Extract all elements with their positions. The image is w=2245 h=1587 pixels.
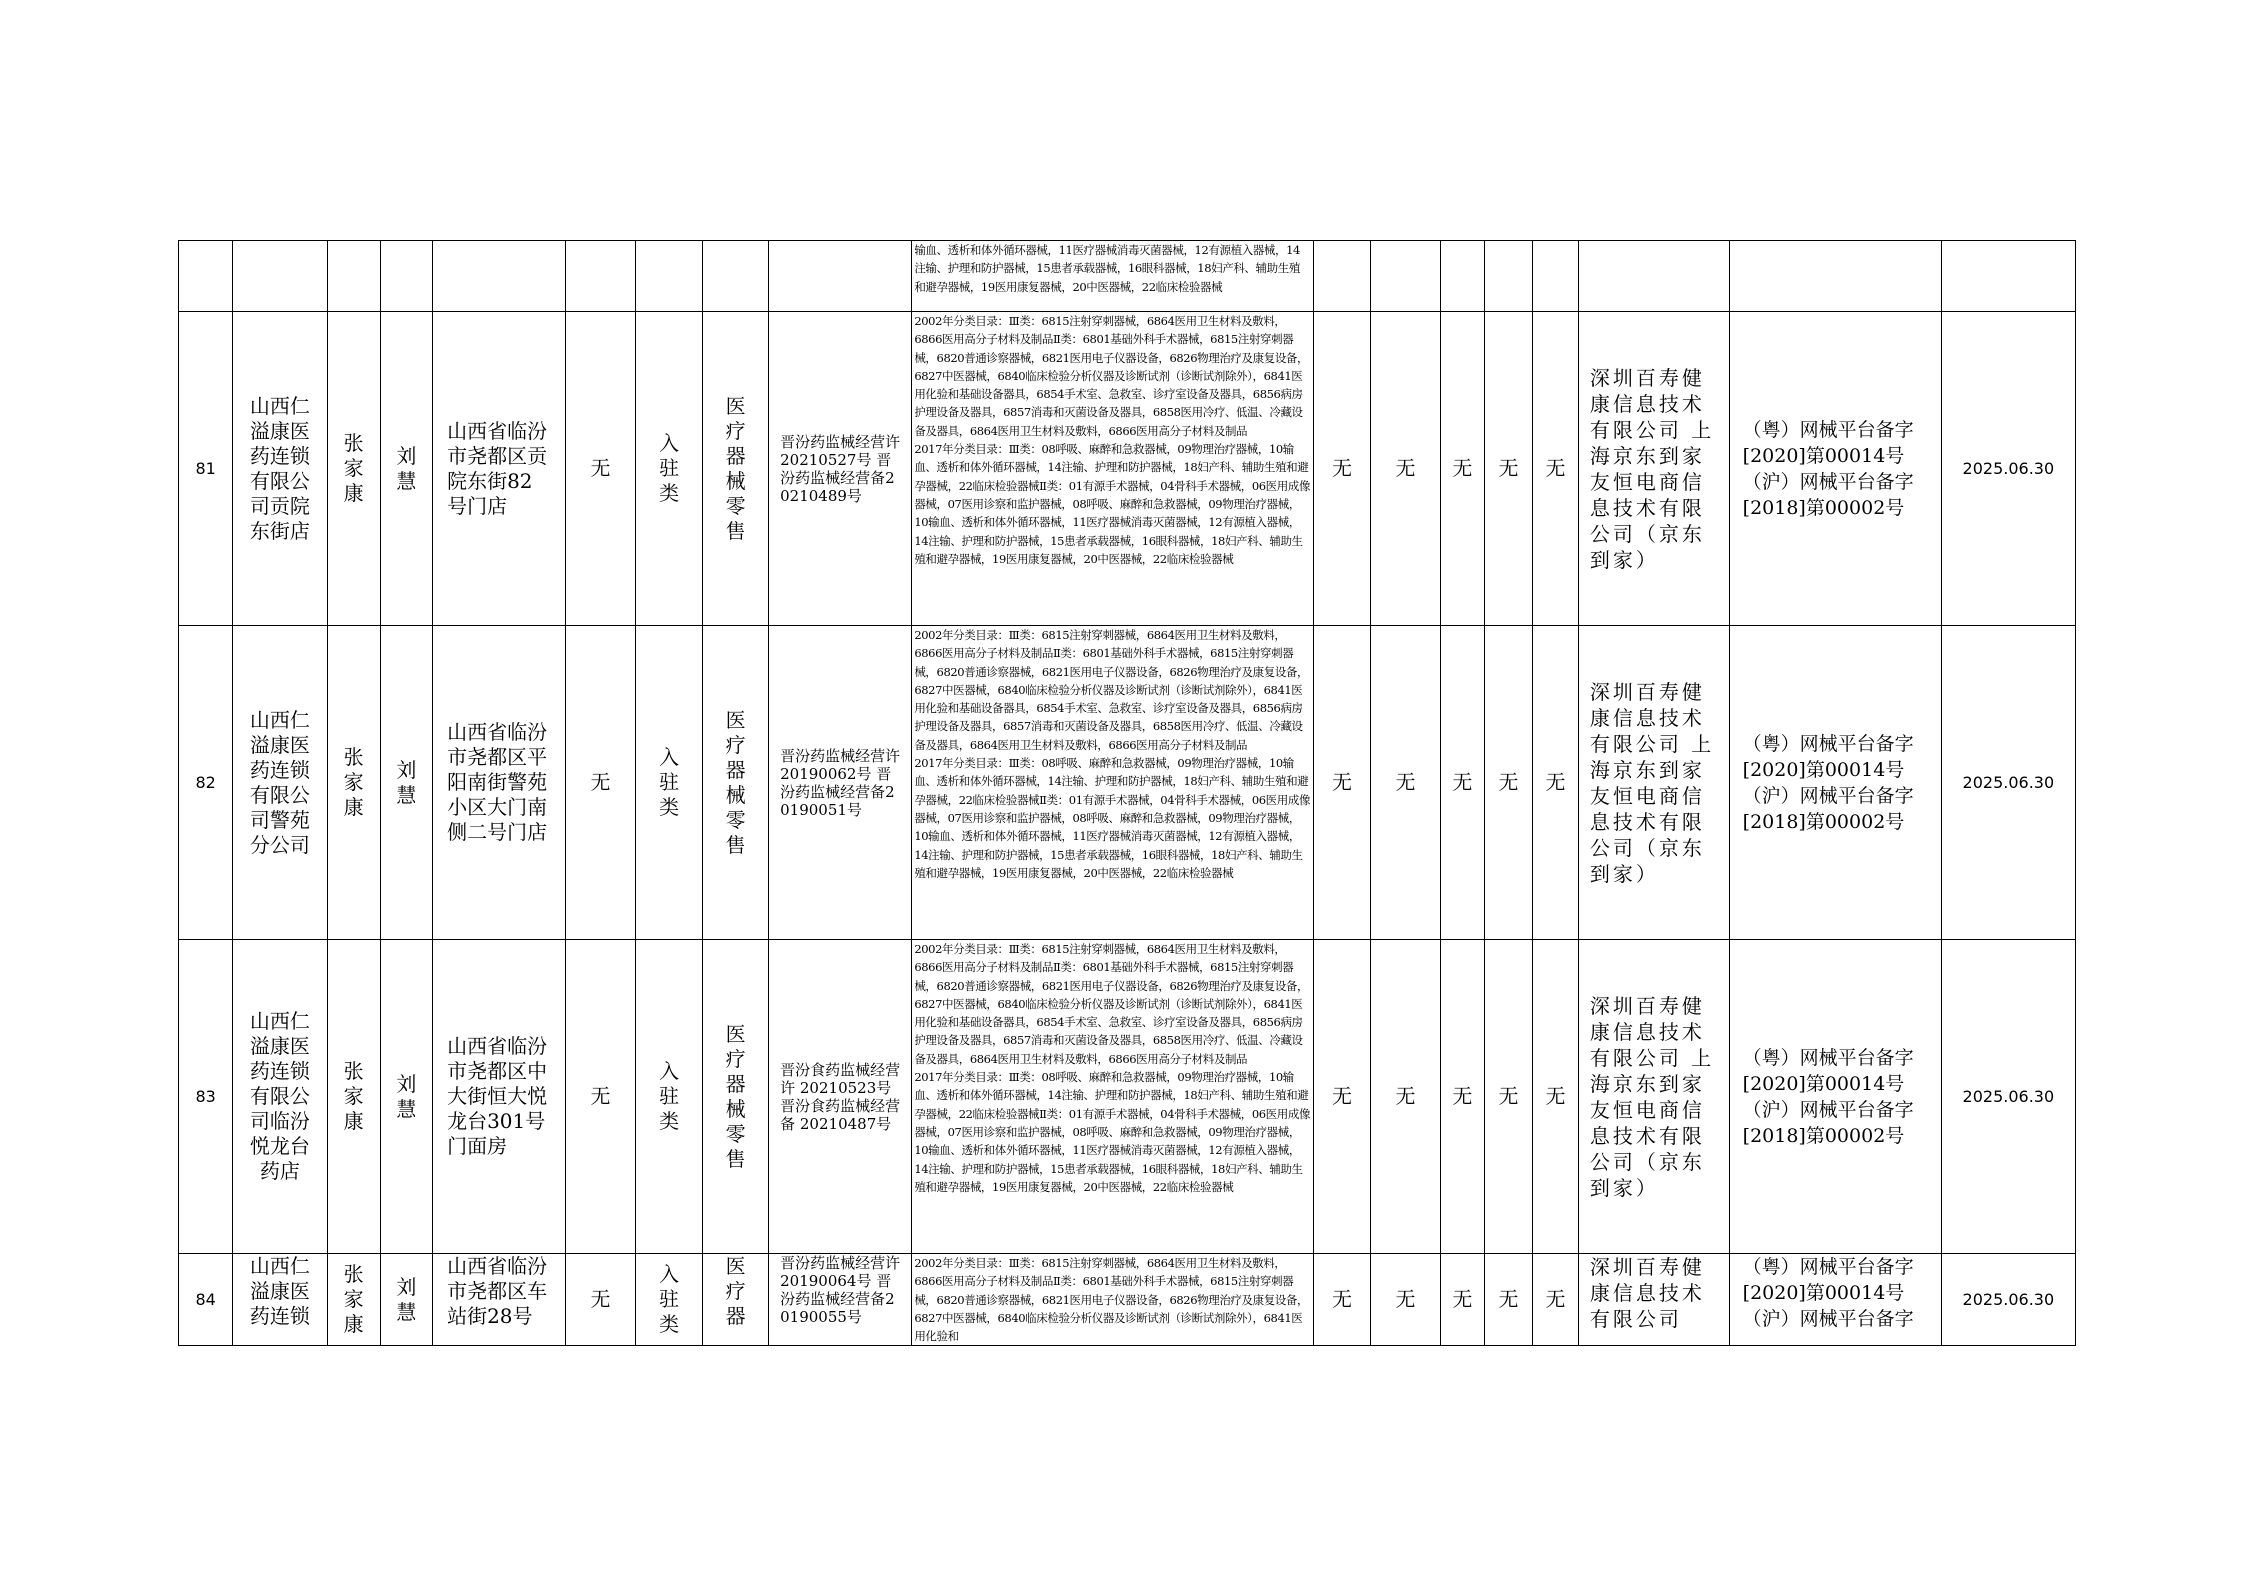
cell-categories: 输血、透析和体外循环器械，11医疗器械消毒灭菌器械，12有源植入器械，14注输、护理和防护器械，15患者承载器械，16眼科器械，18妇产科、辅助生殖和避孕器械，19医用康复器械，20中医器械，22临床检验器械 [912,241,1314,312]
cell-type: 入驻类 [659,745,680,819]
cell-date: 2025.06.30 [1941,940,2075,1254]
cell-index: 84 [179,1254,233,1346]
cell-platform: 深圳百寿健康信息技术有限公司 上海京东到家友恒电商信息技术有限公司（京东到家） [1589,993,1715,1200]
cell-quality-lead: 刘慧 [396,443,417,493]
cell-license [768,241,911,312]
cell-index: 83 [179,940,233,1254]
cell-categories: 2002年分类目录：Ⅲ类：6815注射穿刺器械，6864医用卫生材料及敷料，6866医用高分子材料及制品Ⅱ类：6801基础外科手术器械，6815注射穿刺器械，6820普通诊察器械，6821医用电子仪器设备，6826物理治疗及康复设备，6827中医器械，6840临床检验分析仪器及诊断试剂（诊断试剂除外），6841医用化验和 [912,1254,1314,1346]
cell-warehouse: 无 [566,940,636,1254]
cell-date: 2025.06.30 [1941,626,2075,940]
cell-col-c: 无 [1440,1254,1484,1346]
cell-warehouse: 无 [566,626,636,940]
cell-col-a: 无 [1313,940,1370,1254]
cell-address [433,241,566,312]
cell-warehouse [566,241,636,312]
cell-filing: （粤）网械平台备字[2020]第00014号 （沪）网械平台备字[2018]第00002号 [1742,418,1914,519]
cell-quality-lead: 刘慧 [396,1274,417,1324]
cell-license: 晋汾食药监械经营许 20210523号晋汾食药监械经营备 20210487号 [780,1060,901,1133]
cell-col-b [1371,241,1441,312]
cell-license: 晋汾药监械经营许 20210527号 晋汾药监械经营备20210489号 [780,432,901,505]
cell-address: 山西省临汾市尧都区贡院东街82号门店 [447,418,548,518]
cell-col-d: 无 [1484,626,1532,940]
cell-col-a [1313,241,1370,312]
cell-scope: 医疗器 [725,1254,746,1328]
cell-legal-rep: 张家康 [343,1059,364,1133]
cell-date: 2025.06.30 [1941,312,2075,626]
cell-license: 晋汾药监械经营许 20190064号 晋汾药监械经营备20190055号 [780,1254,901,1326]
cell-col-e: 无 [1533,312,1579,626]
cell-scope: 医疗器械零售 [725,1021,746,1171]
cell-col-e [1533,241,1579,312]
cell-col-c: 无 [1440,626,1484,940]
cell-legal-rep: 张家康 [343,431,364,505]
cell-filing: （粤）网械平台备字[2020]第00014号 （沪）网械平台备字 [1742,1256,1914,1330]
cell-index: 82 [179,626,233,940]
cell-col-b: 无 [1371,626,1441,940]
cell-col-c [1440,241,1484,312]
cell-date [1941,241,2075,312]
cell-type: 入驻类 [659,431,680,505]
cell-license: 晋汾药监械经营许 20190062号 晋汾药监械经营备20190051号 [780,746,901,819]
cell-legal-rep: 张家康 [343,1262,364,1337]
cell-type: 入驻类 [659,1262,680,1337]
cell-date: 2025.06.30 [1941,1254,2075,1346]
table-row [179,1254,2076,1346]
cell-scope: 医疗器械零售 [725,707,746,857]
cell-filing: （粤）网械平台备字[2020]第00014号 （沪）网械平台备字[2018]第00002号 [1742,732,1914,833]
cell-filing: （粤）网械平台备字[2020]第00014号 （沪）网械平台备字[2018]第00002号 [1742,1046,1914,1147]
cell-scope [703,241,769,312]
cell-platform: 深圳百寿健康信息技术有限公司 上海京东到家友恒电商信息技术有限公司（京东到家） [1589,365,1715,572]
cell-legal-rep: 张家康 [343,745,364,819]
cell-company [233,241,327,312]
cell-col-a: 无 [1313,312,1370,626]
cell-categories: 2002年分类目录：Ⅲ类：6815注射穿刺器械，6864医用卫生材料及敷料，6866医用高分子材料及制品Ⅱ类：6801基础外科手术器械，6815注射穿刺器械，6820普通诊察器械，6821医用电子仪器设备，6826物理治疗及康复设备，6827中医器械，6840临床检验分析仪器及诊断试剂（诊断试剂除外），6841医用化验和基础设备器具，6854手术室、急救室、诊疗室设备及器具，6856病房护理设备及器具，6857消毒和灭菌设备及器具，6858医用冷疗、低温、冷藏设备及器具，6864医用卫生材料及敷料，6866医用高分子材料及制品 2017年分类目录：Ⅲ类：08呼吸、麻醉和急救器械，09物理治疗器械，10输血、透析和体外循环器械，14注输、护理和防护器械，18妇产科、辅助生殖和避孕器械，22临床检验器械Ⅱ类：01有源手术器械，04骨科手术器械，06医用成像器械，07医用诊察和监护器械，08呼吸、麻醉和急救器械，09物理治疗器械，10输血、透析和体外循环器械，11医疗器械消毒灭菌器械，12有源植入器械，14注输、护理和防护器械，15患者承载器械，16眼科器械，18妇产科、辅助生殖和避孕器械，19医用康复器械，20中医器械，22临床检验器械 [912,940,1314,1254]
cell-col-d: 无 [1484,1254,1532,1346]
cell-type [635,241,703,312]
cell-type: 入驻类 [659,1059,680,1133]
cell-address: 山西省临汾市尧都区中大街恒大悦龙台301号门面房 [447,1034,548,1158]
cell-col-b: 无 [1371,1254,1441,1346]
cell-col-d: 无 [1484,940,1532,1254]
cell-categories: 2002年分类目录：Ⅲ类：6815注射穿刺器械，6864医用卫生材料及敷料，6866医用高分子材料及制品Ⅱ类：6801基础外科手术器械，6815注射穿刺器械，6820普通诊察器械，6821医用电子仪器设备，6826物理治疗及康复设备，6827中医器械，6840临床检验分析仪器及诊断试剂（诊断试剂除外），6841医用化验和基础设备器具，6854手术室、急救室、诊疗室设备及器具，6856病房护理设备及器具，6857消毒和灭菌设备及器具，6858医用冷疗、低温、冷藏设备及器具，6864医用卫生材料及敷料，6866医用高分子材料及制品 2017年分类目录：Ⅲ类：08呼吸、麻醉和急救器械，09物理治疗器械，10输血、透析和体外循环器械，14注输、护理和防护器械，18妇产科、辅助生殖和避孕器械，22临床检验器械Ⅱ类：01有源手术器械，04骨科手术器械，06医用成像器械，07医用诊察和监护器械，08呼吸、麻醉和急救器械，09物理治疗器械，10输血、透析和体外循环器械，11医疗器械消毒灭菌器械，12有源植入器械，14注输、护理和防护器械，15患者承载器械，16眼科器械，18妇产科、辅助生殖和避孕器械，19医用康复器械，20中医器械，22临床检验器械 [912,626,1314,940]
cell-company: 山西仁溢康医药连锁 [249,1254,310,1328]
cell-col-c: 无 [1440,940,1484,1254]
cell-col-e: 无 [1533,940,1579,1254]
cell-address: 山西省临汾市尧都区平阳南街警苑小区大门南侧二号门店 [447,720,548,844]
cell-company: 山西仁溢康医药连锁有限公司贡院东街店 [249,393,310,543]
cell-company: 山西仁溢康医药连锁有限公司警苑分公司 [249,707,310,857]
cell-index: 81 [179,312,233,626]
table-row [179,626,2076,940]
cell-col-a: 无 [1313,626,1370,940]
cell-platform: 深圳百寿健康信息技术有限公司 [1589,1255,1705,1331]
table-row [179,940,2076,1254]
cell-col-d [1484,241,1532,312]
cell-col-e: 无 [1533,1254,1579,1346]
table-row-continuation [179,241,2076,312]
cell-col-a: 无 [1313,1254,1370,1346]
cell-col-b: 无 [1371,940,1441,1254]
cell-col-d: 无 [1484,312,1532,626]
cell-col-b: 无 [1371,312,1441,626]
cell-index [179,241,233,312]
cell-col-c: 无 [1440,312,1484,626]
cell-legal-rep [327,241,380,312]
cell-col-e: 无 [1533,626,1579,940]
cell-warehouse: 无 [566,1254,636,1346]
table-row [179,312,2076,626]
cell-company: 山西仁溢康医药连锁有限公司临汾悦龙台药店 [249,1009,310,1183]
registry-table [178,240,2076,1346]
cell-quality-lead [380,241,432,312]
cell-categories: 2002年分类目录：Ⅲ类：6815注射穿刺器械，6864医用卫生材料及敷料，6866医用高分子材料及制品Ⅱ类：6801基础外科手术器械，6815注射穿刺器械，6820普通诊察器械，6821医用电子仪器设备，6826物理治疗及康复设备，6827中医器械，6840临床检验分析仪器及诊断试剂（诊断试剂除外），6841医用化验和基础设备器具，6854手术室、急救室、诊疗室设备及器具，6856病房护理设备及器具，6857消毒和灭菌设备及器具，6858医用冷疗、低温、冷藏设备及器具，6864医用卫生材料及敷料，6866医用高分子材料及制品 2017年分类目录：Ⅲ类：08呼吸、麻醉和急救器械，09物理治疗器械，10输血、透析和体外循环器械，14注输、护理和防护器械，18妇产科、辅助生殖和避孕器械，22临床检验器械Ⅱ类：01有源手术器械，04骨科手术器械，06医用成像器械，07医用诊察和监护器械，08呼吸、麻醉和急救器械，09物理治疗器械，10输血、透析和体外循环器械，11医疗器械消毒灭菌器械，12有源植入器械，14注输、护理和防护器械，15患者承载器械，16眼科器械，18妇产科、辅助生殖和避孕器械，19医用康复器械，20中医器械，22临床检验器械 [912,312,1314,626]
cell-scope: 医疗器械零售 [725,393,746,543]
cell-quality-lead: 刘慧 [396,1071,417,1121]
cell-platform: 深圳百寿健康信息技术有限公司 上海京东到家友恒电商信息技术有限公司（京东到家） [1589,679,1715,886]
cell-filing [1729,241,1941,312]
cell-quality-lead: 刘慧 [396,757,417,807]
cell-warehouse: 无 [566,312,636,626]
cell-platform [1579,241,1730,312]
cell-address: 山西省临汾市尧都区车站街28号 [447,1254,548,1328]
